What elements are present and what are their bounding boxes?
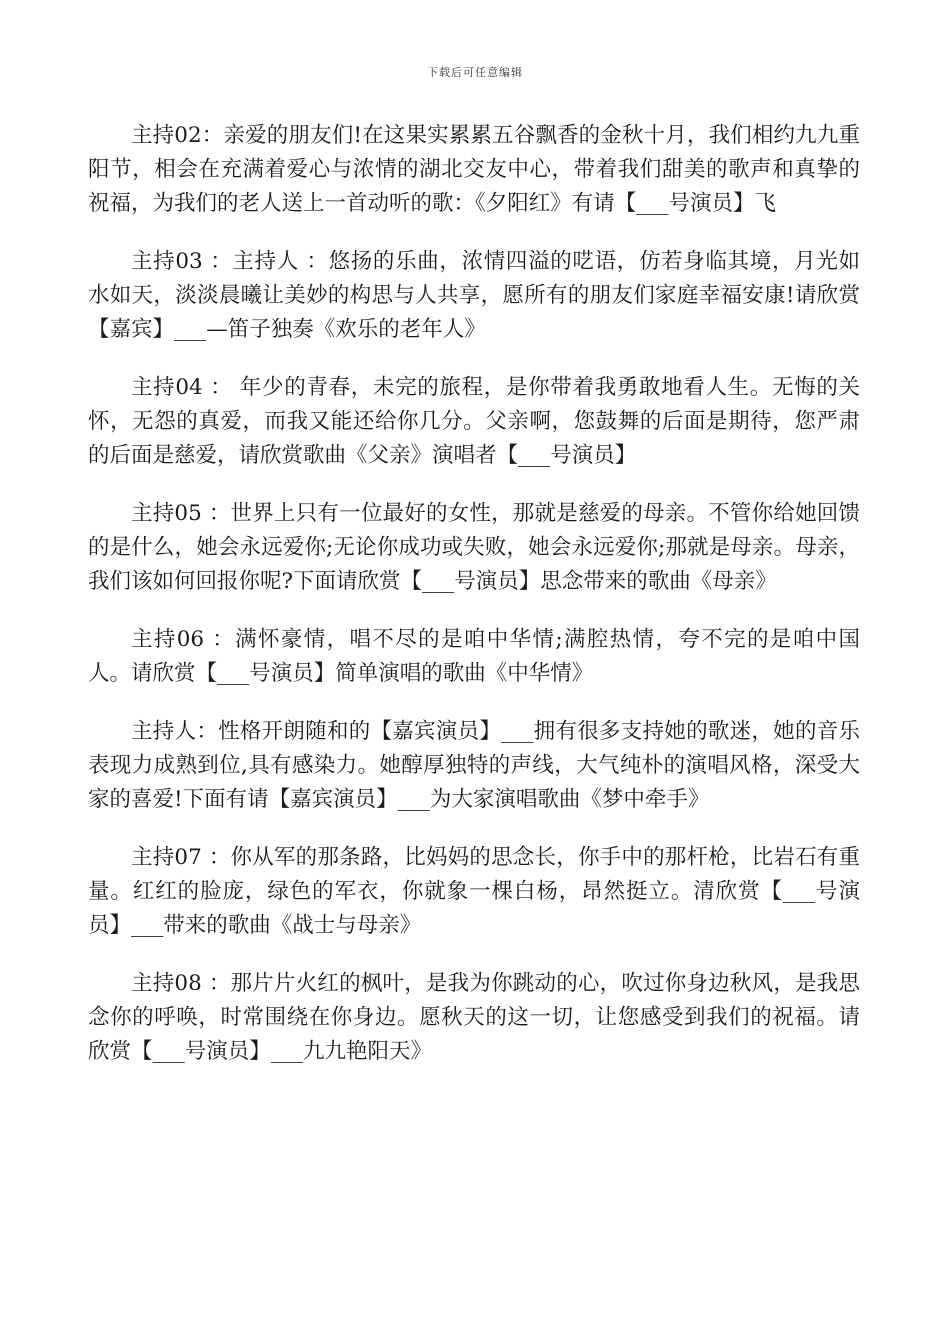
paragraph-host-07: 主持07 ：你从军的那条路，比妈妈的思念长，你手中的那杆枪，比岩石有重量。红红的脸庞，绿色的军衣，你就象一棵白杨，昂然挺立。清欣赏【___号演员】___带来的歌曲《战士与母亲》 xyxy=(88,845,860,938)
paragraph-host-04: 主持04 ： 年少的青春，未完的旅程，是你带着我勇敢地看人生。无悔的关怀，无怨的真爱，而我又能还给你几分。父亲啊，您鼓舞的后面是期待，您严肃的后面是慈爱，请欣赏歌曲《父亲》演唱者【___号演员】 xyxy=(88,375,860,468)
page-header: 下载后可任意编辑 xyxy=(427,66,523,79)
paragraph-host-08: 主持08 ：那片片火红的枫叶，是我为你跳动的心，吹过你身边秋风，是我思念你的呼唤，时常围绕在你身边。愿秋天的这一切，让您感受到我们的祝福。请欣赏【___号演员】___九九艳阳天》 xyxy=(88,971,860,1064)
paragraph-host-03: 主持03 ：主持人 ：悠扬的乐曲，浓情四溢的呓语，仿若身临其境，月光如水如天，淡淡晨曦让美妙的构思与人共享，愿所有的朋友们家庭幸福安康!请欣赏【嘉宾】___—笛子独奏《欢乐的老年人》 xyxy=(88,249,860,342)
paragraph-host-05: 主持05 ：世界上只有一位最好的女性，那就是慈爱的母亲。不管你给她回馈的是什么，她会永远爱你;无论你成功或失败，她会永远爱你;那就是母亲。母亲，我们该如何回报你呢?下面请欣赏【___号演员】思念带来的歌曲《母亲》 xyxy=(88,501,860,594)
document-body xyxy=(88,119,860,1093)
paragraph-host-02: 主持02：亲爱的朋友们!在这果实累累五谷飘香的金秋十月，我们相约九九重阳节，相会在充满着爱心与浓情的湖北交友中心，带着我们甜美的歌声和真挚的祝福，为我们的老人送上一首动听的歌：《夕阳红》有请【___号演员】飞 xyxy=(88,123,860,216)
paragraph-host-guest: 主持人：性格开朗随和的【嘉宾演员】___拥有很多支持她的歌迷，她的音乐表现力成熟到位,具有感染力。她醇厚独特的声线，大气纯朴的演唱风格，深受大家的喜爱!下面有请【嘉宾演员】___为大家演唱歌曲《梦中牵手》 xyxy=(88,719,860,812)
paragraph-host-06: 主持06 ：满怀豪情，唱不尽的是咱中华情;满腔热情，夸不完的是咱中国人。请欣赏【___号演员】简单演唱的歌曲《中华情》 xyxy=(88,627,860,686)
